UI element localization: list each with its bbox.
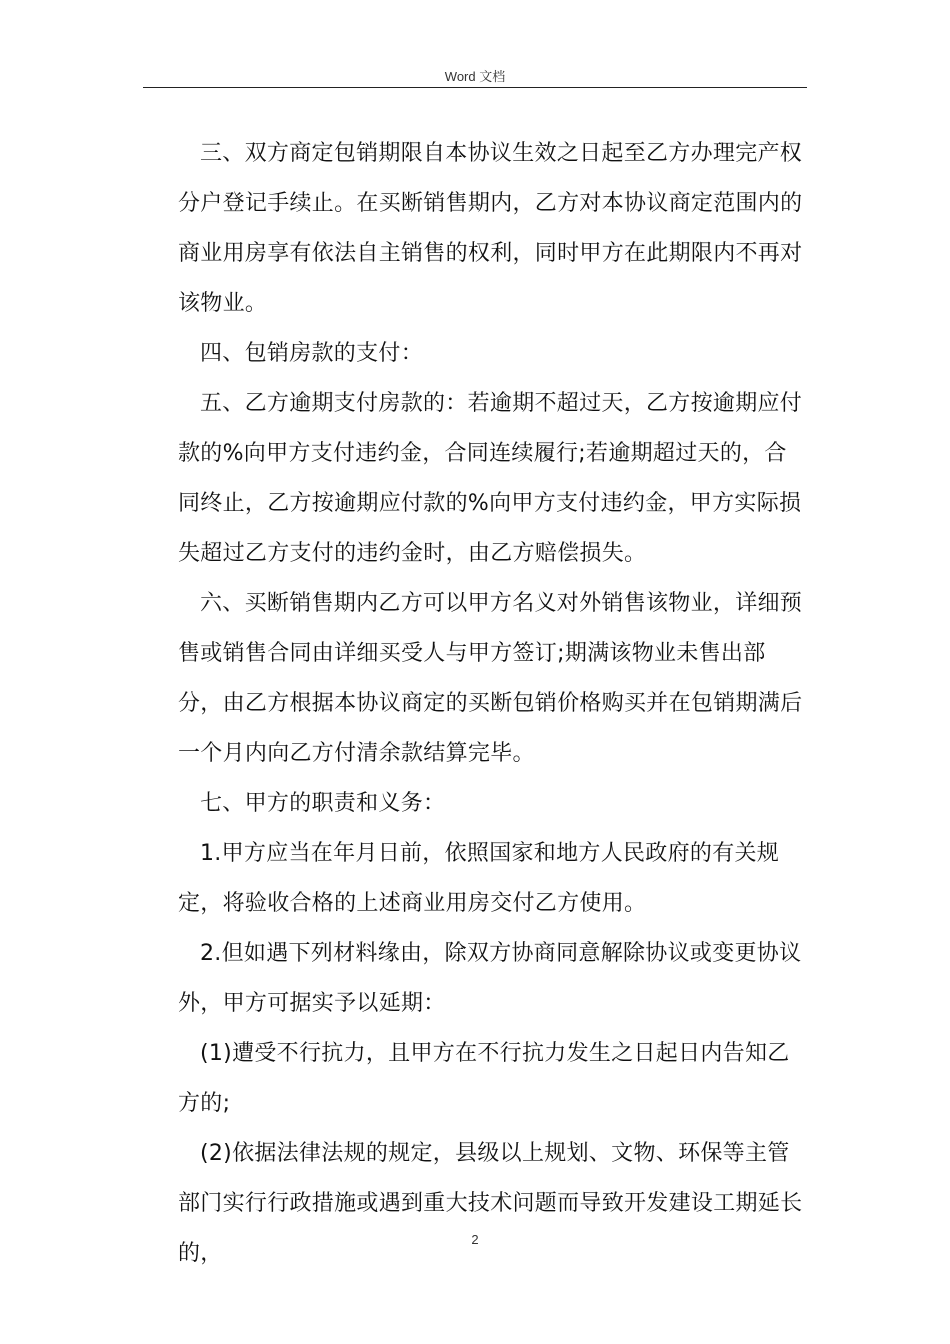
clause-2-1-force-majeure: (1)遭受不行抗力，且甲方在不行抗力发生之日起日内告知乙方的; bbox=[178, 1041, 790, 1116]
paragraph-7-party-a-duties: 七、甲方的职责和义务： bbox=[200, 791, 446, 816]
paragraph-3-sales-period: 三、双方商定包销期限自本协议生效之日起至乙方办理完产权分户登记手续止。在买断销售期内，乙方对本协议商定范围内的商业用房享有依法自主销售的权利，同时甲方在此期限内不再对该物业。 bbox=[178, 141, 803, 316]
document-body bbox=[178, 129, 804, 1279]
document-header: Word 文档 bbox=[444, 69, 506, 84]
page-number: 2 bbox=[471, 1232, 479, 1247]
paragraph-5-late-payment: 五、乙方逾期支付房款的：若逾期不超过天，乙方按逾期应付款的%向甲方支付违约金，合同连续履行;若逾期超过天的，合同终止，乙方按逾期应付款的%向甲方支付违约金，甲方实际损失超过乙方支付的违约金时，由乙方赔偿损失。 bbox=[178, 391, 803, 566]
paragraph-4-payment: 四、包销房款的支付： bbox=[200, 341, 424, 366]
clause-2-extension: 2.但如遇下列材料缘由，除双方协商同意解除协议或变更协议外，甲方可据实予以延期： bbox=[178, 941, 802, 1016]
clause-1-delivery: 1.甲方应当在年月日前，依照国家和地方人民政府的有关规定，将验收合格的上述商业用房交付乙方使用。 bbox=[178, 841, 780, 916]
paragraph-6-sales-contracts: 六、买断销售期内乙方可以甲方名义对外销售该物业，详细预售或销售合同由详细买受人与甲方签订;期满该物业未售出部分，由乙方根据本协议商定的买断包销价格购买并在包销期满后一个月内向乙方付清余款结算完毕。 bbox=[178, 591, 803, 766]
clause-2-2-regulatory: (2)依据法律法规的规定，县级以上规划、文物、环保等主管部门实行行政措施或遇到重大技术问题而导致开发建设工期延长的， bbox=[178, 1141, 803, 1266]
header-divider bbox=[143, 87, 807, 88]
